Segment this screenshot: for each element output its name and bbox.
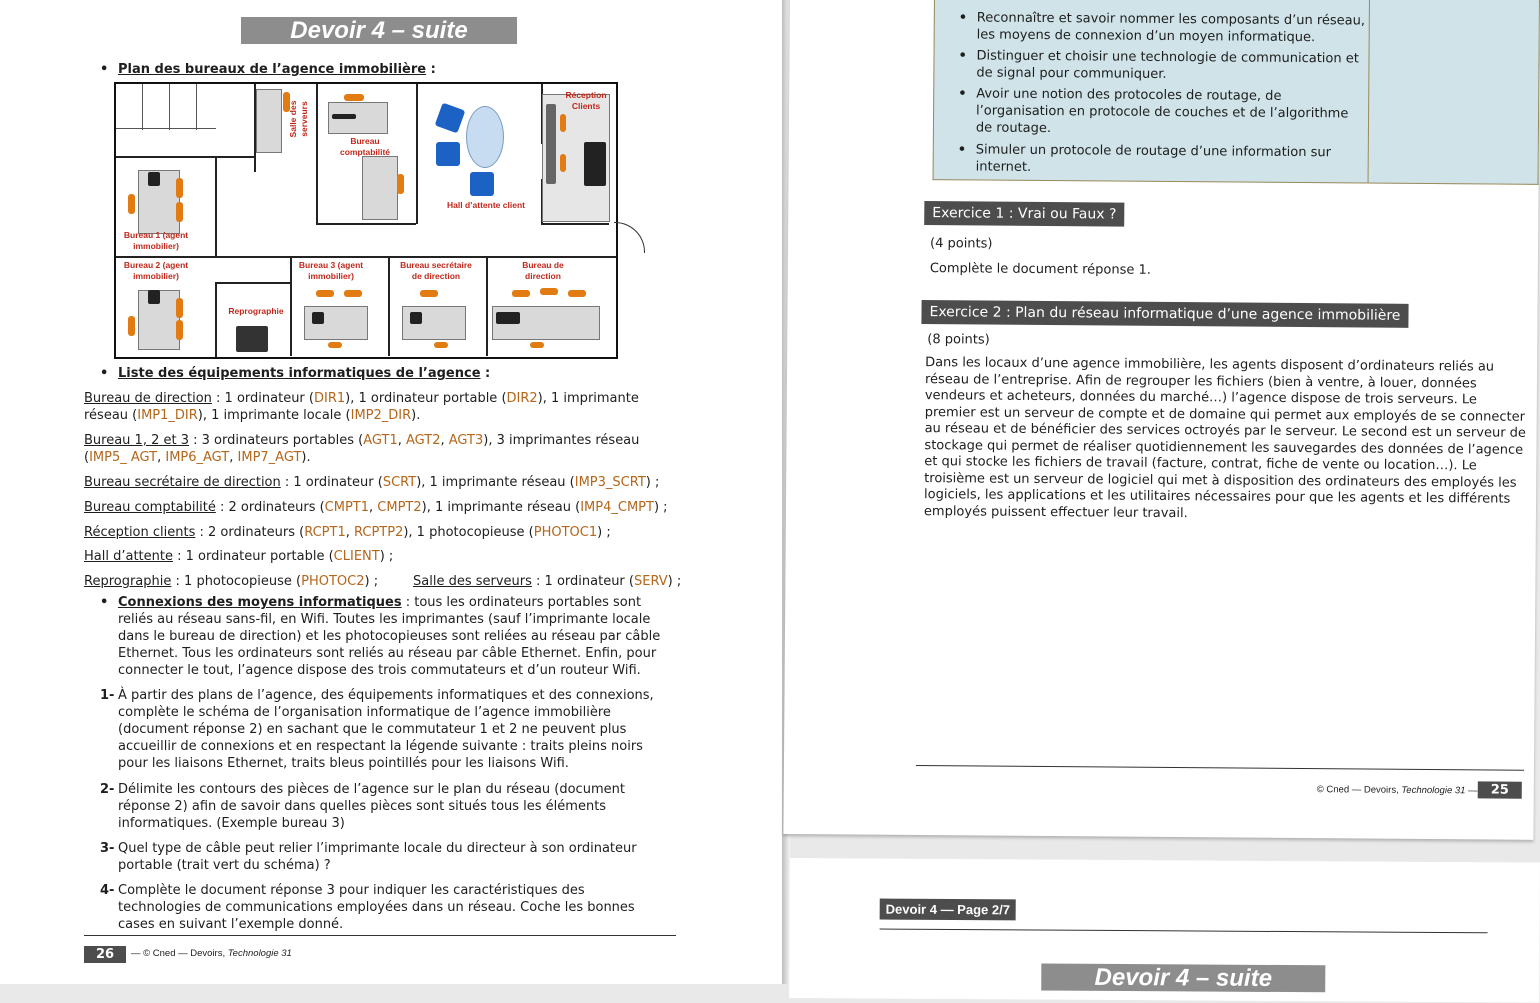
equip-dir: Bureau de direction : 1 ordinateur (DIR1), 1 ordinateur portable (DIR2), 1 imprimante réseau (IMP1_DIR), 1 imprimante locale (IMP2_DIR). [84,391,639,423]
exercise-1-points: (4 points) [929,236,993,252]
room-label-hall: Hall d’attente client [447,200,525,210]
room-label-direction: Bureau de direction [522,260,564,281]
equip-heading: • Liste des équipements informatiques de l’agence : [118,366,490,381]
question-1: 1- À partir des plans de l’agence, des équipements informatiques et des connexions, complète le schéma de l’organisation informatique de l’agence immobilière (document réponse 2) en sachant que le commutateur 1 et 2 ne peuvent plus accueillir de connexions et en respectant la légende suivante : traits pleins noirs pour les liaisons Ethernet, traits bleus pointillés pour les liaisons Wifi. [100,688,654,771]
equip-repro: Reprographie : 1 photocopieuse (PHOTOC2) ; [84,574,379,589]
exercise-1-text: Complète le document réponse 1. [929,261,1151,278]
objective-4: • Simuler un protocole de routage d’une information sur internet. [976,141,1366,178]
right-page [783,0,1540,840]
question-3: 3- Quel type de câble peut relier l’imprimante locale du directeur à son ordinateur portable (trait vert du schéma) ? [100,841,637,873]
room-label-bureau1: Bureau 1 (agent immobilier) [123,230,189,251]
room-label-bureau2: Bureau 2 (agent immobilier) [123,260,189,281]
footer-credit: © Cned — Devoirs, Technologie 31 — [1316,784,1478,797]
objective-1: • Reconnaître et savoir nommer les composants d’un réseau, les moyens de connexion d’un moyen informatique. [977,9,1367,46]
exercise-2-title: Exercice 2 : Plan du réseau informatique d’une agence immobilière [921,300,1408,328]
next-page-title: Devoir 4 – suite [1041,964,1325,993]
plan-heading: • Plan des bureaux de l’agence immobilière : [118,62,436,77]
page-number: 26 [84,946,126,963]
question-4: 4- Complète le document réponse 3 pour indiquer les caractéristiques des technologies de communications employées dans un réseau. Coche les bonnes cases en suivant l’exemple donné. [100,883,635,932]
footer-rule [916,765,1524,771]
footer-rule [84,935,676,936]
floor-plan [114,82,618,359]
equip-secretaire: Bureau secrétaire de direction : 1 ordinateur (SCRT), 1 imprimante réseau (IMP3_SCRT) ; [84,475,660,490]
room-label-reprographie: Reprographie [228,306,284,316]
connexions-paragraph: • Connexions des moyens informatiques : tous les ordinateurs portables sont reliés au réseau sans-fil, en Wifi. Toutes les imprimantes (sauf l’imprimante locale dans le bureau de direction) et les photocopieuses sont reliées au réseau par câble Ethernet. Tous les ordinateurs sont reliés au réseau par câble Ethernet. Enfin, pour connecter le tout, l’agence dispose des trois commutateurs et d’un routeur Wifi. [118,594,668,679]
equip-reception: Réception clients : 2 ordinateurs (RCPT1, RCPTP2), 1 photocopieuse (PHOTOC1) ; [84,525,611,540]
room-label-bureau3: Bureau 3 (agent immobilier) [298,260,364,281]
page-number: 25 [1478,781,1522,798]
room-label-compta: Bureau comptabilité [339,136,391,157]
objective-3: • Avoir une notion des protocoles de routage, de l’organisation en protocole de couches et de l’algorithme de routage. [976,85,1366,139]
equip-serveurs: Salle des serveurs : 1 ordinateur (SERV) ; [413,574,682,589]
question-2: 2- Délimite les contours des pièces de l’agence sur le plan du réseau (document réponse 2) afin de savoir dans quelles pièces sont situés tous les éléments informatiques. (Exemple bureau 3) [100,782,625,831]
next-page [789,858,1540,1003]
objective-2: • Distinguer et choisir une technologie de communication et de signal pour communiquer. [976,47,1366,84]
equip-bureaux: Bureau 1, 2 et 3 : 3 ordinateurs portables (AGT1, AGT2, AGT3), 3 imprimantes réseau (IMP5_ AGT, IMP6_AGT, IMP7_AGT). [84,433,640,465]
room-label-reception: Réception Clients [565,90,607,111]
page-title: Devoir 4 – suite [241,17,517,44]
exercise-1-title: Exercice 1 : Vrai ou Faux ? [924,201,1124,227]
equip-hall: Hall d’attente : 1 ordinateur portable (CLIENT) ; [84,549,394,564]
room-label-secretaire: Bureau secrétaire de direction [400,260,472,281]
objectives-box [933,0,1540,185]
equip-compta: Bureau comptabilité : 2 ordinateurs (CMPT1, CMPT2), 1 imprimante réseau (IMP4_CMPT) ; [84,500,668,515]
room-label-salle-serveurs: Salle des serveurs [288,100,309,138]
exercise-2-points: (8 points) [927,332,990,348]
left-page [0,0,782,984]
footer-credit: — © Cned — Devoirs, Technologie 31 [131,948,292,959]
next-page-label: Devoir 4 — Page 2/7 [880,899,1016,921]
exercise-2-text: Dans les locaux d’une agence immobilière, les agents disposent d’ordinateurs reliés au réseau de l’entreprise. Afin de regrouper les fichiers (bien à ventre, à louer, données vendeurs et acheteurs, données du marché…) l’agence dispose de trois serveurs. Le premier est un serveur de compte et de domaine qui permet aux employés de se connecter au réseau et de bénéficier des services octroyés par le serveur. Le second est un serveur de stockage qui permet de réaliser quotidiennement les sauvegardes des données de l’agence et qui stocke les fichiers de travail (facture, contrat, fiche de vente ou location…). Le troisième est un serveur de logiciel qui met à disposition des ordinateurs des employés les logiciels, les applications et les utilitaires nécessaires pour que les agents et les différents employés puissent effectuer leur travail. [923,355,1527,521]
